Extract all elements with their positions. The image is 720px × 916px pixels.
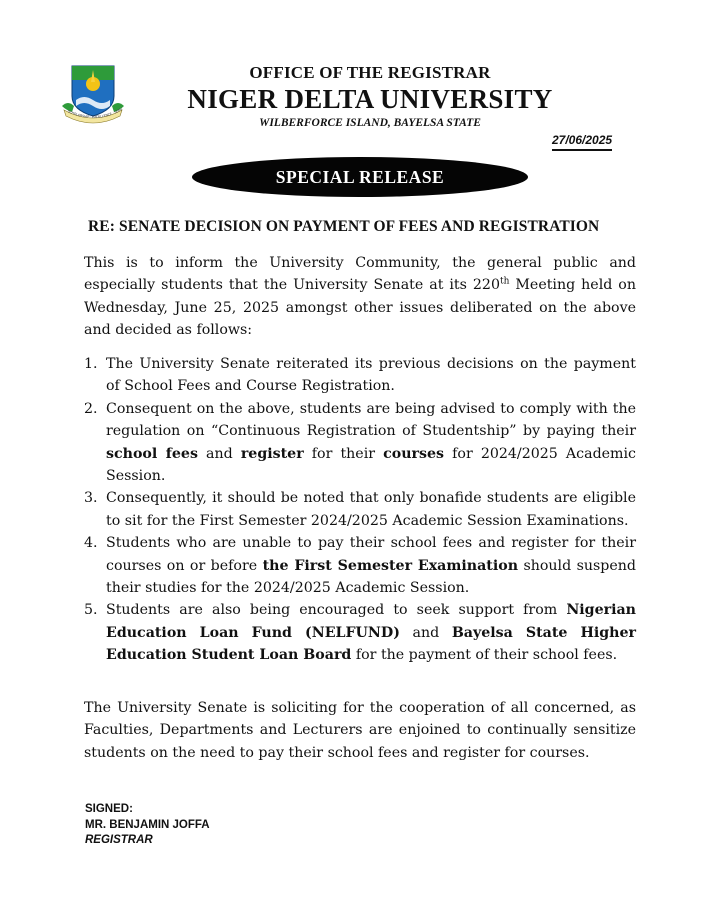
list-item-number: 3.: [84, 490, 98, 507]
list-item-text: Consequent on the above, students are being advised to comply with the regulation on “Continuous Registration of Studentship” by paying their: [106, 400, 636, 440]
bold-text: school fees: [106, 445, 198, 462]
university-name: NIGER DELTA UNIVERSITY: [187, 84, 553, 114]
bold-text: register: [240, 445, 304, 462]
intro-superscript: th: [499, 276, 510, 287]
list-item-text: for 2024/2025 Academic Session.: [106, 445, 636, 485]
list-item: [84, 532, 636, 599]
list-item-number: 5.: [84, 602, 98, 619]
signed-label: SIGNED:: [85, 803, 133, 815]
list-item-text: The University Senate reiterated its previous decisions on the payment of School Fees and Course Registration.: [106, 356, 636, 395]
list-item: [84, 353, 636, 398]
bold-text: Bayelsa State Higher Education Student Loan Board: [106, 624, 637, 664]
decision-list: [84, 353, 636, 667]
university-crest-logo: [58, 60, 128, 128]
signature-block: [85, 802, 210, 849]
closing-paragraph: The University Senate is soliciting for the cooperation of all concerned, as Faculties, Departments and Lecturers are enjoined to continually sensitize students on the need to pay their school fees and register for courses.: [84, 700, 636, 761]
intro-paragraph: [84, 252, 636, 342]
list-item-text: for the payment of their school fees.: [351, 647, 618, 664]
list-item-number: 1.: [84, 356, 98, 372]
document-date: [552, 133, 612, 147]
list-item-number: 4.: [84, 535, 98, 552]
office-heading: OFFICE OF THE REGISTRAR: [249, 63, 491, 82]
logo-motto: SCHOLARSHIP · EXCELLENCE · SERV: [66, 107, 123, 120]
university-address: WILBERFORCE ISLAND, BAYELSA STATE: [259, 117, 481, 129]
list-item-text: Students are also being encouraged to seek support from: [106, 602, 567, 619]
list-item: [84, 599, 636, 666]
subject-line: RE: SENATE DECISION ON PAYMENT OF FEES AND REGISTRATION: [88, 218, 600, 235]
list-item-number: 2.: [84, 400, 98, 417]
intro-text-1: This is to inform the University Community, the general public and especially students that the University Senate at its 220: [84, 255, 636, 294]
date-underline: [552, 149, 612, 151]
list-item-text: Consequently, it should be noted that only bonafide students are eligible to sit for the First Semester 2024/2025 Academic Session Examinations.: [106, 490, 636, 529]
list-item-text: and: [197, 445, 241, 462]
bold-text: courses: [383, 445, 445, 462]
list-item: [84, 398, 636, 488]
signatory-name: MR. BENJAMIN JOFFA: [85, 818, 210, 831]
date-text: 27/06/2025: [552, 133, 613, 147]
special-release-banner: SPECIAL RELEASE: [192, 157, 528, 197]
bold-text: Nigerian Education Loan Fund (NELFUND): [106, 602, 636, 641]
list-item-text: and: [399, 624, 452, 641]
signatory-title: REGISTRAR: [85, 834, 153, 846]
list-item-text: for their: [303, 445, 384, 462]
intro-text-2: Meeting held on Wednesday, June 25, 2025 amongst other issues deliberated on the above and decided as follows:: [84, 277, 636, 339]
list-item-text: Students who are unable to pay their school fees and register for their courses on or before: [106, 535, 636, 574]
list-item: [84, 487, 636, 532]
bold-text: the First Semester Examination: [262, 557, 519, 574]
list-item-text: should suspend their studies for the 2024/2025 Academic Session.: [106, 557, 637, 597]
